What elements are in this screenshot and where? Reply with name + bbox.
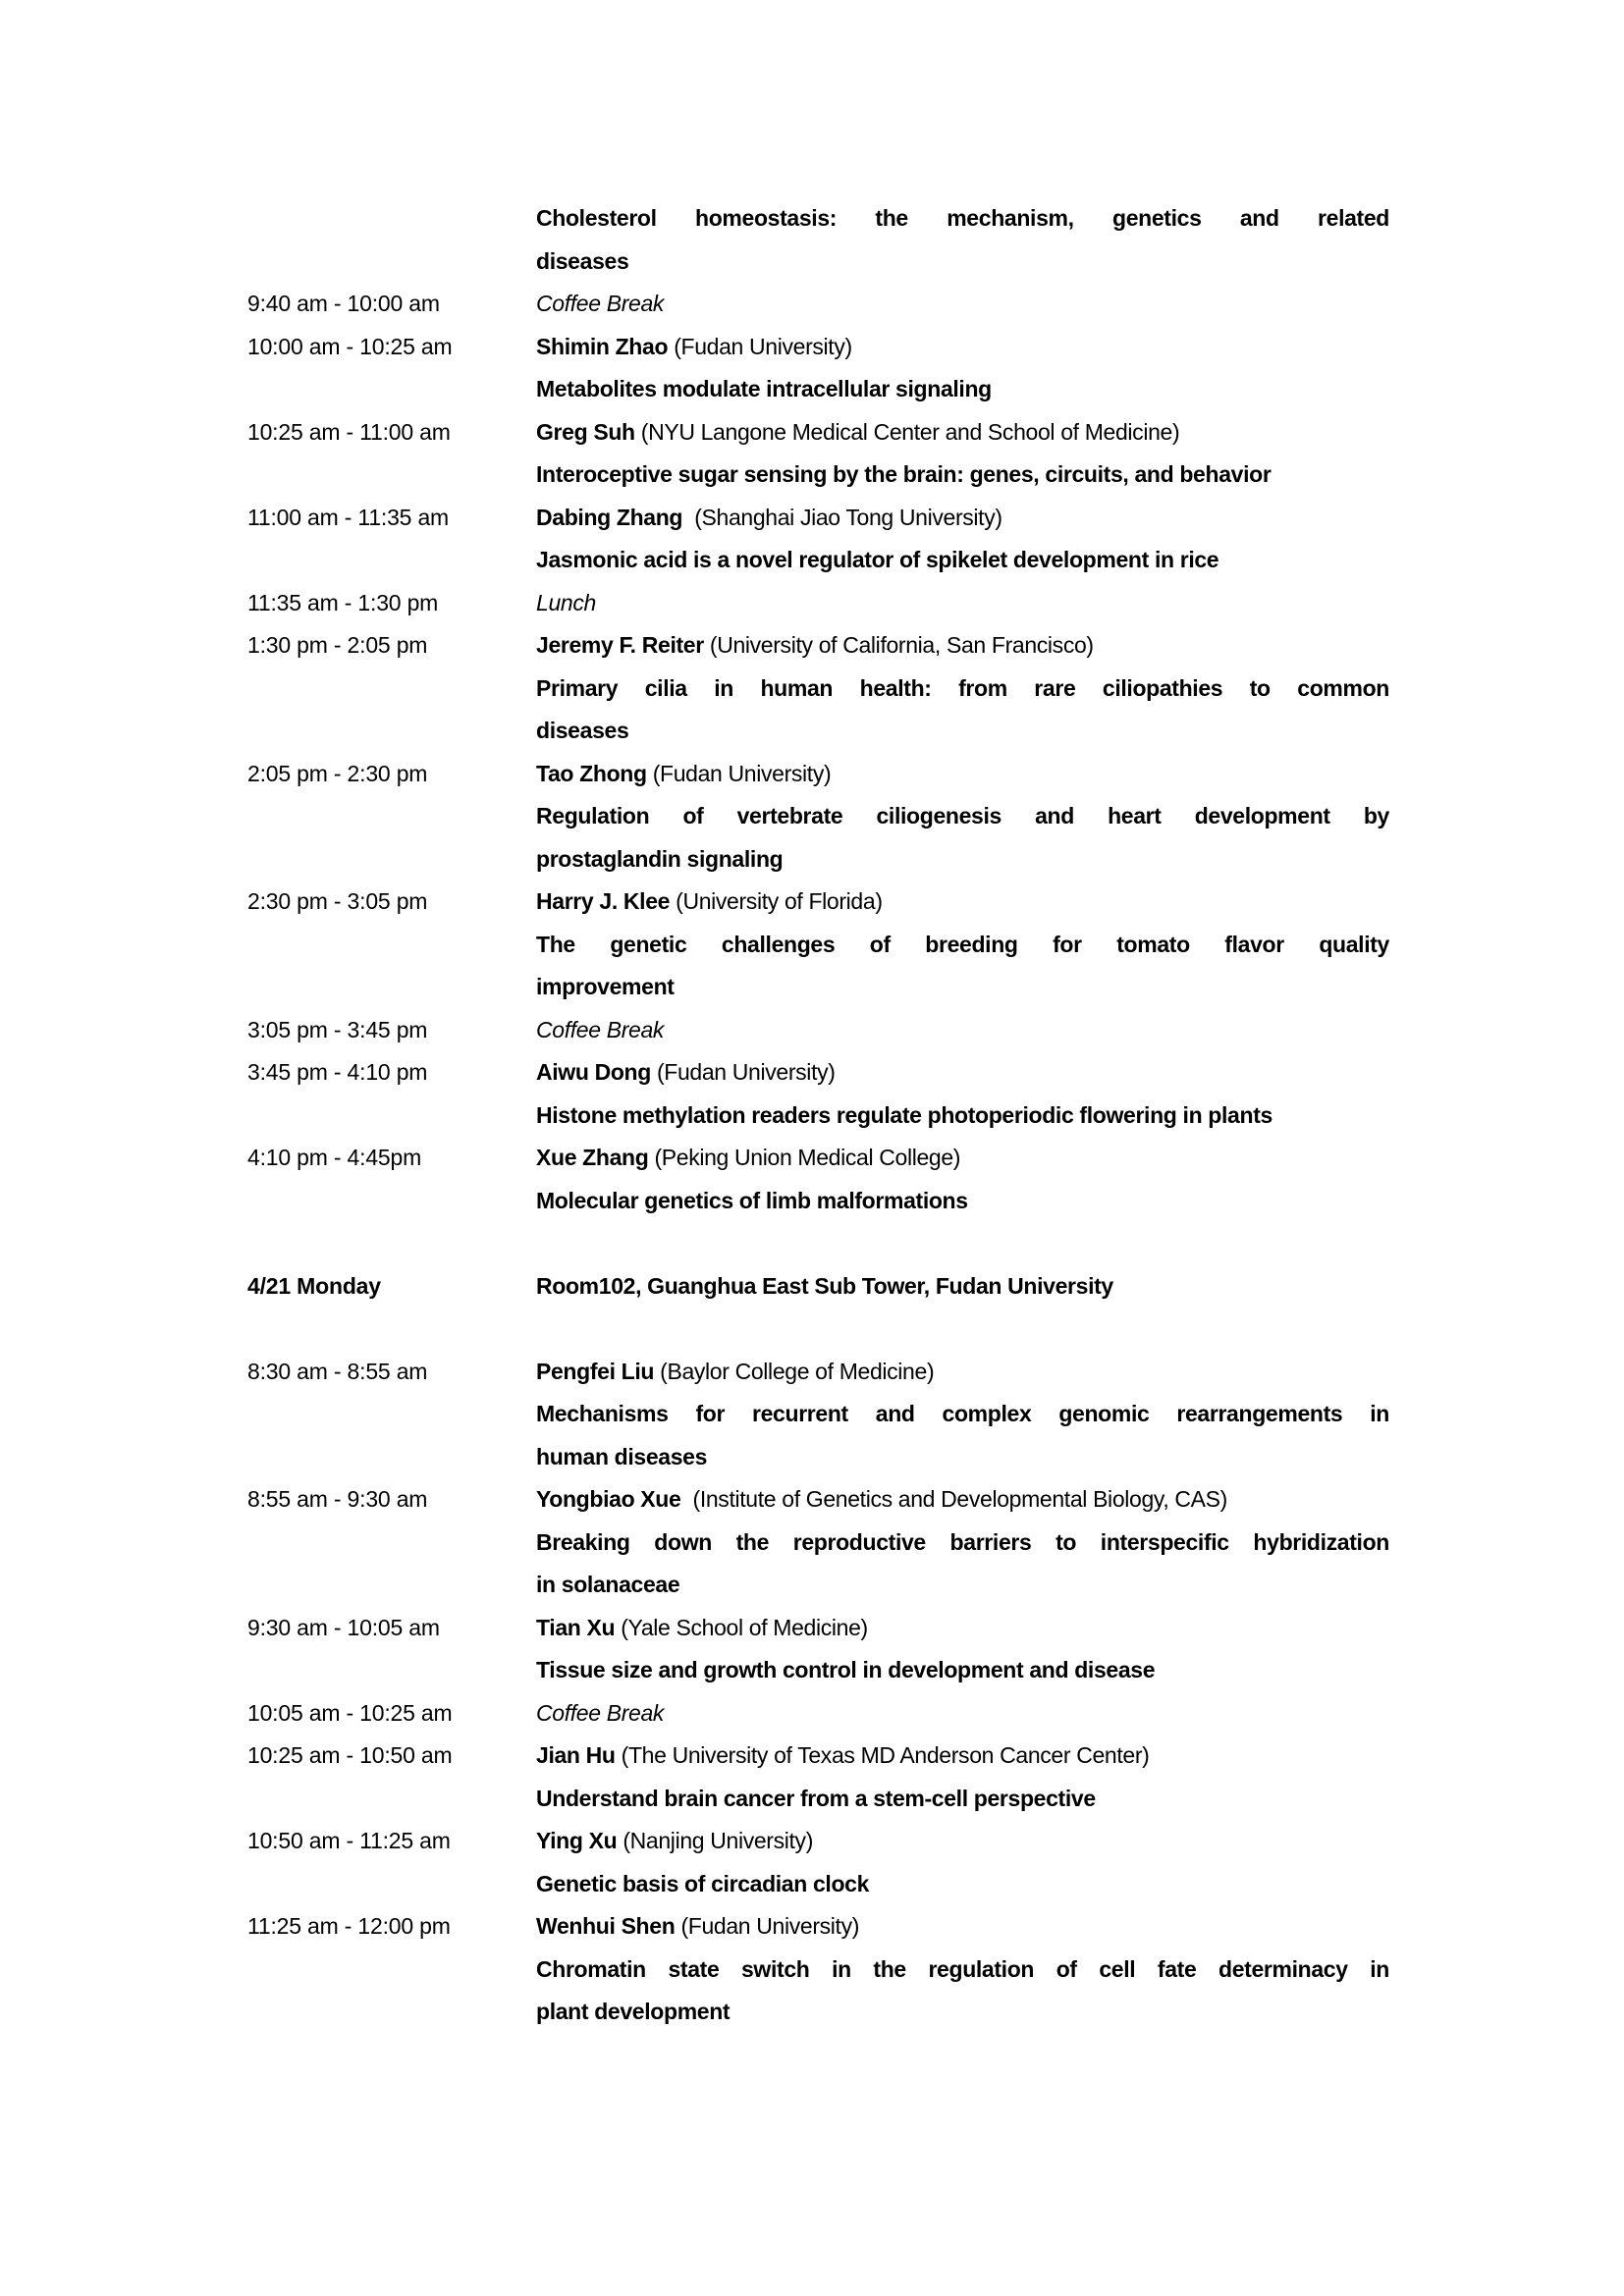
- venue-label: Room102, Guanghua East Sub Tower, Fudan University: [536, 1272, 1113, 1299]
- time-slot: [247, 966, 536, 1009]
- talk-title-line: plant development: [536, 1999, 731, 2024]
- speaker-affiliation: (Fudan University): [675, 1913, 860, 1939]
- break-row: [247, 582, 1389, 625]
- speaker-name: Jeremy F. Reiter: [536, 632, 704, 658]
- time-slot: [247, 710, 536, 753]
- talk-title-line: Interoceptive sugar sensing by the brain: genes, circuits, and behavior: [536, 461, 1272, 487]
- talk-title-row: [247, 966, 1389, 1009]
- speaker-affiliation: (Yale School of Medicine): [615, 1614, 868, 1640]
- talk-title-row: [247, 539, 1389, 582]
- talk-title-row: [247, 1095, 1389, 1138]
- time-slot: 10:50 am - 11:25 am: [247, 1828, 451, 1853]
- talk-title-line: Regulation of vertebrate ciliogenesis and heart development by: [536, 803, 1389, 828]
- talk-title-row: [247, 1649, 1389, 1692]
- time-slot: 9:40 am - 10:00 am: [247, 291, 440, 316]
- talk-title-line: Genetic basis of circadian clock: [536, 1870, 870, 1896]
- time-slot: [247, 1649, 536, 1692]
- day-header-row: [247, 1265, 1389, 1308]
- time-slot: [247, 1991, 536, 2034]
- talk-title-line: Histone methylation readers regulate photoperiodic flowering in plants: [536, 1101, 1272, 1128]
- talk-title-line: Mechanisms for recurrent and complex genomic rearrangements in: [536, 1401, 1389, 1426]
- speaker-info: [536, 1905, 1389, 1949]
- time-slot: [247, 1095, 536, 1138]
- time-slot: 4:10 pm - 4:45pm: [247, 1145, 422, 1170]
- speaker-name: Aiwu Dong: [536, 1059, 651, 1085]
- speaker-info: [536, 1137, 1389, 1180]
- time-slot: 11:25 am - 12:00 pm: [247, 1913, 451, 1939]
- speaker-name: Tao Zhong: [536, 760, 647, 786]
- speaker-info: [536, 881, 1389, 924]
- time-slot: 10:25 am - 10:50 am: [247, 1742, 453, 1768]
- time-slot: 11:35 am - 1:30 pm: [247, 589, 439, 615]
- time-slot: [247, 539, 536, 582]
- speaker-row: [247, 1137, 1389, 1180]
- speaker-info: [536, 1478, 1389, 1522]
- speaker-name: Tian Xu: [536, 1614, 616, 1640]
- time-slot: [247, 667, 536, 711]
- time-slot: 8:55 am - 9:30 am: [247, 1486, 428, 1512]
- speaker-info: [536, 497, 1389, 540]
- speaker-info: [536, 1820, 1389, 1863]
- speaker-affiliation: (University of California, San Francisco): [703, 632, 1094, 658]
- time-slot: [247, 924, 536, 967]
- talk-title-line: The genetic challenges of breeding for tomato flavor quality: [536, 931, 1389, 957]
- talk-title-row: [247, 368, 1389, 411]
- time-slot: [247, 838, 536, 881]
- speaker-name: Xue Zhang: [536, 1145, 649, 1170]
- talk-title-line: Primary cilia in human health: from rare ciliopathies to common: [536, 674, 1389, 701]
- time-slot: 8:30 am - 8:55 am: [247, 1358, 428, 1384]
- talk-title-row: [247, 1863, 1389, 1906]
- time-slot: [247, 1949, 536, 1992]
- break-label: Coffee Break: [536, 1699, 665, 1726]
- time-slot: 1:30 pm - 2:05 pm: [247, 632, 428, 658]
- time-slot: [247, 1393, 536, 1436]
- talk-title-row: [247, 1778, 1389, 1821]
- schedule-table: [247, 197, 1389, 2034]
- speaker-affiliation: (NYU Langone Medical Center and School of Medicine): [634, 418, 1180, 445]
- speaker-affiliation: (Nanjing University): [617, 1828, 814, 1853]
- talk-title-line: improvement: [536, 974, 675, 999]
- talk-title-line: Chromatin state switch in the regulation of cell fate determinacy in: [536, 1955, 1389, 1982]
- time-slot: [247, 1522, 536, 1565]
- speaker-row: [247, 1905, 1389, 1949]
- talk-title-line: prostaglandin signaling: [536, 845, 784, 872]
- speaker-info: [536, 1607, 1389, 1650]
- talk-title-row: [247, 197, 1389, 240]
- time-slot: [247, 1180, 536, 1223]
- time-slot: [247, 1564, 536, 1607]
- speaker-name: Ying Xu: [536, 1828, 618, 1853]
- talk-title-row: [247, 1180, 1389, 1223]
- speaker-name: Harry J. Klee: [536, 888, 671, 914]
- talk-title-row: [247, 454, 1389, 497]
- talk-title-line: diseases: [536, 718, 629, 743]
- speaker-name: Dabing Zhang: [536, 504, 683, 530]
- time-slot: 10:05 am - 10:25 am: [247, 1699, 453, 1726]
- time-slot: 10:00 am - 10:25 am: [247, 333, 453, 359]
- speaker-name: Wenhui Shen: [536, 1913, 676, 1939]
- speaker-name: Pengfei Liu: [536, 1358, 655, 1384]
- speaker-name: Greg Suh: [536, 418, 635, 445]
- speaker-affiliation: (Fudan University): [650, 1059, 836, 1085]
- talk-title-line: Understand brain cancer from a stem-cell perspective: [536, 1785, 1096, 1811]
- break-row: [247, 1692, 1389, 1735]
- talk-title-row: [247, 838, 1389, 881]
- talk-title-row: [247, 667, 1389, 711]
- speaker-affiliation: (Fudan University): [668, 333, 852, 359]
- talk-title-line: human diseases: [536, 1443, 708, 1469]
- speaker-affiliation: (University of Florida): [670, 888, 883, 914]
- talk-title-line: in solanaceae: [536, 1572, 680, 1597]
- talk-title-row: [247, 1991, 1389, 2034]
- talk-title-row: [247, 1564, 1389, 1607]
- speaker-row: [247, 753, 1389, 796]
- talk-title-line: Cholesterol homeostasis: the mechanism, genetics and related: [536, 205, 1389, 231]
- talk-title-row: [247, 1949, 1389, 1992]
- speaker-affiliation: (Baylor College of Medicine): [654, 1358, 935, 1384]
- speaker-row: [247, 1478, 1389, 1522]
- spacer-row: [247, 1308, 1389, 1351]
- speaker-row: [247, 624, 1389, 667]
- break-label: Lunch: [536, 589, 596, 615]
- time-slot: [247, 454, 536, 497]
- speaker-row: [247, 1607, 1389, 1650]
- speaker-name: Shimin Zhao: [536, 333, 669, 359]
- time-slot: [247, 197, 536, 240]
- speaker-row: [247, 411, 1389, 454]
- speaker-affiliation: (Peking Union Medical College): [648, 1145, 961, 1170]
- time-slot: [247, 1436, 536, 1479]
- break-label: Coffee Break: [536, 291, 665, 316]
- talk-title-row: [247, 924, 1389, 967]
- speaker-info: [536, 326, 1389, 369]
- speaker-info: [536, 753, 1389, 796]
- break-row: [247, 283, 1389, 326]
- talk-title-row: [247, 1522, 1389, 1565]
- speaker-affiliation: (The University of Texas MD Anderson Cancer Center): [615, 1742, 1150, 1768]
- talk-title-row: [247, 1436, 1389, 1479]
- talk-title-row: [247, 1393, 1389, 1436]
- break-label: Coffee Break: [536, 1016, 665, 1042]
- speaker-row: [247, 1820, 1389, 1863]
- speaker-affiliation: (Institute of Genetics and Developmental Biology, CAS): [680, 1486, 1227, 1512]
- speaker-affiliation: (Fudan University): [646, 760, 832, 786]
- speaker-row: [247, 497, 1389, 540]
- talk-title-row: [247, 710, 1389, 753]
- speaker-info: [536, 624, 1389, 667]
- talk-title-row: [247, 795, 1389, 838]
- time-slot: 11:00 am - 11:35 am: [247, 504, 450, 530]
- speaker-name: Jian Hu: [536, 1742, 616, 1768]
- spacer-row: [247, 1222, 1389, 1265]
- talk-title-line: Metabolites modulate intracellular signaling: [536, 376, 992, 401]
- time-slot: [247, 240, 536, 284]
- talk-title-line: Jasmonic acid is a novel regulator of spikelet development in rice: [536, 547, 1219, 572]
- speaker-info: [536, 1051, 1389, 1095]
- time-slot: 3:45 pm - 4:10 pm: [247, 1059, 428, 1085]
- time-slot: [247, 1778, 536, 1821]
- break-row: [247, 1009, 1389, 1052]
- speaker-row: [247, 1351, 1389, 1394]
- speaker-row: [247, 881, 1389, 924]
- speaker-row: [247, 1735, 1389, 1778]
- speaker-affiliation: (Shanghai Jiao Tong University): [682, 504, 1002, 530]
- speaker-info: [536, 411, 1389, 454]
- time-slot: [247, 795, 536, 838]
- speaker-info: [536, 1735, 1389, 1778]
- time-slot: 3:05 pm - 3:45 pm: [247, 1016, 428, 1042]
- speaker-name: Yongbiao Xue: [536, 1486, 681, 1512]
- speaker-row: [247, 326, 1389, 369]
- talk-title-line: Molecular genetics of limb malformations: [536, 1187, 968, 1213]
- speaker-info: [536, 1351, 1389, 1394]
- speaker-row: [247, 1051, 1389, 1095]
- talk-title-row: [247, 240, 1389, 284]
- time-slot: 2:05 pm - 2:30 pm: [247, 760, 428, 786]
- time-slot: 10:25 am - 11:00 am: [247, 418, 451, 445]
- time-slot: 9:30 am - 10:05 am: [247, 1614, 440, 1640]
- time-slot: [247, 368, 536, 411]
- talk-title-line: Breaking down the reproductive barriers to interspecific hybridization: [536, 1528, 1389, 1555]
- day-label: 4/21 Monday: [247, 1272, 381, 1299]
- time-slot: 2:30 pm - 3:05 pm: [247, 888, 428, 914]
- talk-title-line: diseases: [536, 247, 629, 274]
- time-slot: [247, 1863, 536, 1906]
- talk-title-line: Tissue size and growth control in development and disease: [536, 1657, 1156, 1682]
